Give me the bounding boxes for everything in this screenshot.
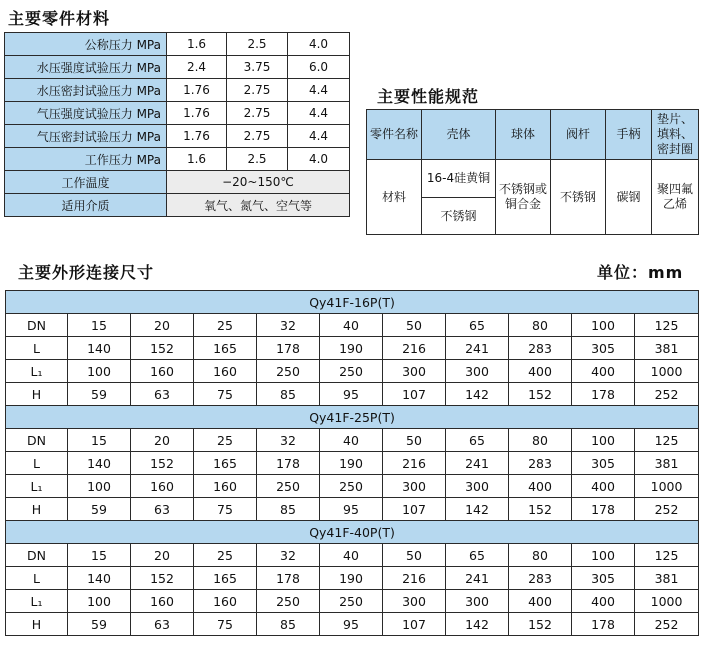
table-row <box>5 148 350 171</box>
table-cell: 20 <box>131 544 194 567</box>
table-cell: 氧气、氮气、空气等 <box>167 194 350 217</box>
table-row <box>5 79 350 102</box>
table-cell: 15 <box>68 429 131 452</box>
table-cell: 100 <box>68 360 131 383</box>
table-cell: 381 <box>635 337 699 360</box>
table-cell: 305 <box>572 452 635 475</box>
table-cell: 305 <box>572 337 635 360</box>
table-row <box>6 360 699 383</box>
model-name: Qy41F-25P(T) <box>6 406 699 429</box>
table-cell: 聚四氟乙烯 <box>652 160 699 235</box>
table-cell: 160 <box>194 590 257 613</box>
table-cell: 250 <box>320 360 383 383</box>
table-cell: 4.4 <box>288 79 350 102</box>
table-cell: 65 <box>446 314 509 337</box>
table-cell: 不锈钢或铜合金 <box>496 160 551 235</box>
table-cell: 152 <box>131 452 194 475</box>
table-cell: 152 <box>509 613 572 636</box>
table-cell: 59 <box>68 613 131 636</box>
table-cell: 碳钢 <box>606 160 652 235</box>
table-cell: 75 <box>194 613 257 636</box>
table-row <box>6 452 699 475</box>
table-cell: 283 <box>509 452 572 475</box>
row-label: H <box>6 613 68 636</box>
table-cell: 1000 <box>635 360 699 383</box>
header-cell: 阀杆 <box>551 110 606 160</box>
table-cell: 190 <box>320 452 383 475</box>
table-cell: 125 <box>635 544 699 567</box>
table-cell: 不锈钢 <box>551 160 606 235</box>
table-cell: 305 <box>572 567 635 590</box>
row-label: 公称压力 MPa <box>5 33 167 56</box>
table-cell: 250 <box>257 475 320 498</box>
table-cell: 4.4 <box>288 102 350 125</box>
table-cell: 216 <box>383 567 446 590</box>
table-cell: 140 <box>68 452 131 475</box>
row-label: 工作压力 MPa <box>5 148 167 171</box>
table-cell: 400 <box>572 360 635 383</box>
table-cell: 2.75 <box>227 102 288 125</box>
table-cell: 152 <box>509 383 572 406</box>
table-cell: 381 <box>635 452 699 475</box>
row-label: 水压密封试验压力 MPa <box>5 79 167 102</box>
table-cell: 50 <box>383 429 446 452</box>
table-cell: 4.4 <box>288 125 350 148</box>
table-cell: 142 <box>446 498 509 521</box>
table-cell: 107 <box>383 383 446 406</box>
table-cell: 107 <box>383 613 446 636</box>
table-cell: 216 <box>383 337 446 360</box>
table-row <box>5 125 350 148</box>
table-cell: 100 <box>572 429 635 452</box>
table-cell: 283 <box>509 567 572 590</box>
table-cell: 152 <box>131 337 194 360</box>
table-cell: 80 <box>509 544 572 567</box>
table-row <box>5 194 350 217</box>
table-cell: 25 <box>194 314 257 337</box>
table-cell: 1000 <box>635 475 699 498</box>
table-row <box>5 33 350 56</box>
row-label: 气压强度试验压力 MPa <box>5 102 167 125</box>
table-cell: 1.6 <box>167 33 227 56</box>
table-cell: −20~150℃ <box>167 171 350 194</box>
table-cell: 95 <box>320 498 383 521</box>
table-cell: 252 <box>635 498 699 521</box>
model-name: Qy41F-16P(T) <box>6 291 699 314</box>
table-row <box>6 475 699 498</box>
table-cell: 160 <box>131 590 194 613</box>
materials-heading: 主要零件材料 <box>8 9 111 28</box>
table-cell: 63 <box>131 498 194 521</box>
table-row <box>6 429 699 452</box>
row-label: L₁ <box>6 590 68 613</box>
table-cell: 85 <box>257 498 320 521</box>
table-cell: 142 <box>446 613 509 636</box>
table-cell: 300 <box>383 360 446 383</box>
table-cell: 59 <box>68 498 131 521</box>
table-cell: 1.76 <box>167 102 227 125</box>
table-cell: 190 <box>320 337 383 360</box>
table-cell: 100 <box>68 590 131 613</box>
table-cell: 125 <box>635 314 699 337</box>
row-label: H <box>6 383 68 406</box>
table-cell: 400 <box>509 360 572 383</box>
table-cell: 80 <box>509 314 572 337</box>
table-cell: 95 <box>320 383 383 406</box>
table-row <box>6 613 699 636</box>
table-cell: 250 <box>257 360 320 383</box>
table-cell: 178 <box>572 383 635 406</box>
table-cell: 300 <box>446 590 509 613</box>
dimensions-heading: 主要外形连接尺寸 <box>18 263 155 282</box>
table-cell: 190 <box>320 567 383 590</box>
table-row <box>6 590 699 613</box>
table-cell: 300 <box>383 475 446 498</box>
table-cell: 20 <box>131 314 194 337</box>
row-label: L₁ <box>6 360 68 383</box>
table-cell: 152 <box>509 498 572 521</box>
table-cell: 160 <box>131 360 194 383</box>
row-label: L₁ <box>6 475 68 498</box>
table-cell: 142 <box>446 383 509 406</box>
table-cell: 125 <box>635 429 699 452</box>
table-cell: 25 <box>194 544 257 567</box>
table-cell: 165 <box>194 567 257 590</box>
table-cell: 4.0 <box>288 148 350 171</box>
table-cell: 300 <box>383 590 446 613</box>
table-row <box>5 102 350 125</box>
row-label: L <box>6 337 68 360</box>
table-cell: 140 <box>68 337 131 360</box>
performance-heading: 主要性能规范 <box>377 87 480 106</box>
table-cell: 1.6 <box>167 148 227 171</box>
header-cell: 壳体 <box>422 110 496 160</box>
table-cell: 1.76 <box>167 125 227 148</box>
performance-table <box>366 109 699 235</box>
header-cell: 垫片、填料、密封圈 <box>652 110 699 160</box>
table-cell: 152 <box>131 567 194 590</box>
table-cell: 252 <box>635 613 699 636</box>
table-row <box>6 567 699 590</box>
table-cell: 381 <box>635 567 699 590</box>
table-row <box>6 337 699 360</box>
table-cell: 165 <box>194 452 257 475</box>
table-cell: 241 <box>446 452 509 475</box>
header-cell: 手柄 <box>606 110 652 160</box>
table-cell: 2.75 <box>227 125 288 148</box>
table-cell: 40 <box>320 429 383 452</box>
model-header-row <box>6 406 699 429</box>
model-name: Qy41F-40P(T) <box>6 521 699 544</box>
table-cell: 400 <box>509 475 572 498</box>
table-cell: 不锈钢 <box>422 198 496 235</box>
table-cell: 165 <box>194 337 257 360</box>
table-header-row <box>367 110 699 160</box>
table-cell: 15 <box>68 314 131 337</box>
table-cell: 32 <box>257 314 320 337</box>
table-cell: 178 <box>572 498 635 521</box>
table-cell: 300 <box>446 475 509 498</box>
table-cell: 178 <box>257 452 320 475</box>
table-cell: 85 <box>257 383 320 406</box>
row-label: DN <box>6 544 68 567</box>
table-cell: 63 <box>131 383 194 406</box>
table-cell: 65 <box>446 544 509 567</box>
table-cell: 50 <box>383 544 446 567</box>
table-cell: 50 <box>383 314 446 337</box>
table-cell: 250 <box>320 475 383 498</box>
table-cell: 6.0 <box>288 56 350 79</box>
header-cell: 球体 <box>496 110 551 160</box>
table-row <box>5 56 350 79</box>
table-cell: 283 <box>509 337 572 360</box>
table-cell: 59 <box>68 383 131 406</box>
row-label: L <box>6 567 68 590</box>
table-cell: 2.4 <box>167 56 227 79</box>
table-cell: 80 <box>509 429 572 452</box>
table-cell: 216 <box>383 452 446 475</box>
table-cell: 15 <box>68 544 131 567</box>
row-label: DN <box>6 314 68 337</box>
row-label: DN <box>6 429 68 452</box>
header-cell: 零件名称 <box>367 110 422 160</box>
table-cell: 1000 <box>635 590 699 613</box>
table-cell: 160 <box>131 475 194 498</box>
table-cell: 241 <box>446 337 509 360</box>
table-cell: 25 <box>194 429 257 452</box>
table-cell: 178 <box>257 337 320 360</box>
table-cell: 400 <box>509 590 572 613</box>
table-cell: 20 <box>131 429 194 452</box>
table-cell: 140 <box>68 567 131 590</box>
table-row <box>6 498 699 521</box>
table-cell: 85 <box>257 613 320 636</box>
row-label: 气压密封试验压力 MPa <box>5 125 167 148</box>
table-cell: 300 <box>446 360 509 383</box>
table-row <box>6 544 699 567</box>
row-label: 材料 <box>367 160 422 235</box>
table-cell: 75 <box>194 383 257 406</box>
table-cell: 40 <box>320 314 383 337</box>
table-cell: 95 <box>320 613 383 636</box>
table-cell: 178 <box>257 567 320 590</box>
table-row <box>367 160 699 198</box>
table-cell: 160 <box>194 475 257 498</box>
table-cell: 100 <box>572 314 635 337</box>
row-label: L <box>6 452 68 475</box>
table-cell: 178 <box>572 613 635 636</box>
table-cell: 252 <box>635 383 699 406</box>
table-row <box>6 314 699 337</box>
table-cell: 241 <box>446 567 509 590</box>
model-header-row <box>6 521 699 544</box>
table-cell: 75 <box>194 498 257 521</box>
table-cell: 32 <box>257 544 320 567</box>
dimensions-table <box>5 290 699 636</box>
table-cell: 250 <box>257 590 320 613</box>
table-cell: 65 <box>446 429 509 452</box>
table-cell: 100 <box>572 544 635 567</box>
table-cell: 4.0 <box>288 33 350 56</box>
table-cell: 1.76 <box>167 79 227 102</box>
table-cell: 32 <box>257 429 320 452</box>
table-row <box>5 171 350 194</box>
row-label: 水压强度试验压力 MPa <box>5 56 167 79</box>
table-cell: 107 <box>383 498 446 521</box>
table-cell: 2.75 <box>227 79 288 102</box>
unit-label: 单位：mm <box>597 263 684 282</box>
row-label: 适用介质 <box>5 194 167 217</box>
table-cell: 250 <box>320 590 383 613</box>
table-cell: 400 <box>572 475 635 498</box>
table-cell: 16-4硅黄铜 <box>422 160 496 198</box>
row-label: H <box>6 498 68 521</box>
table-row <box>6 383 699 406</box>
table-cell: 40 <box>320 544 383 567</box>
table-cell: 2.5 <box>227 148 288 171</box>
row-label: 工作温度 <box>5 171 167 194</box>
table-cell: 63 <box>131 613 194 636</box>
table-cell: 3.75 <box>227 56 288 79</box>
materials-table <box>4 32 350 217</box>
table-cell: 400 <box>572 590 635 613</box>
table-cell: 100 <box>68 475 131 498</box>
model-header-row <box>6 291 699 314</box>
table-cell: 160 <box>194 360 257 383</box>
table-cell: 2.5 <box>227 33 288 56</box>
